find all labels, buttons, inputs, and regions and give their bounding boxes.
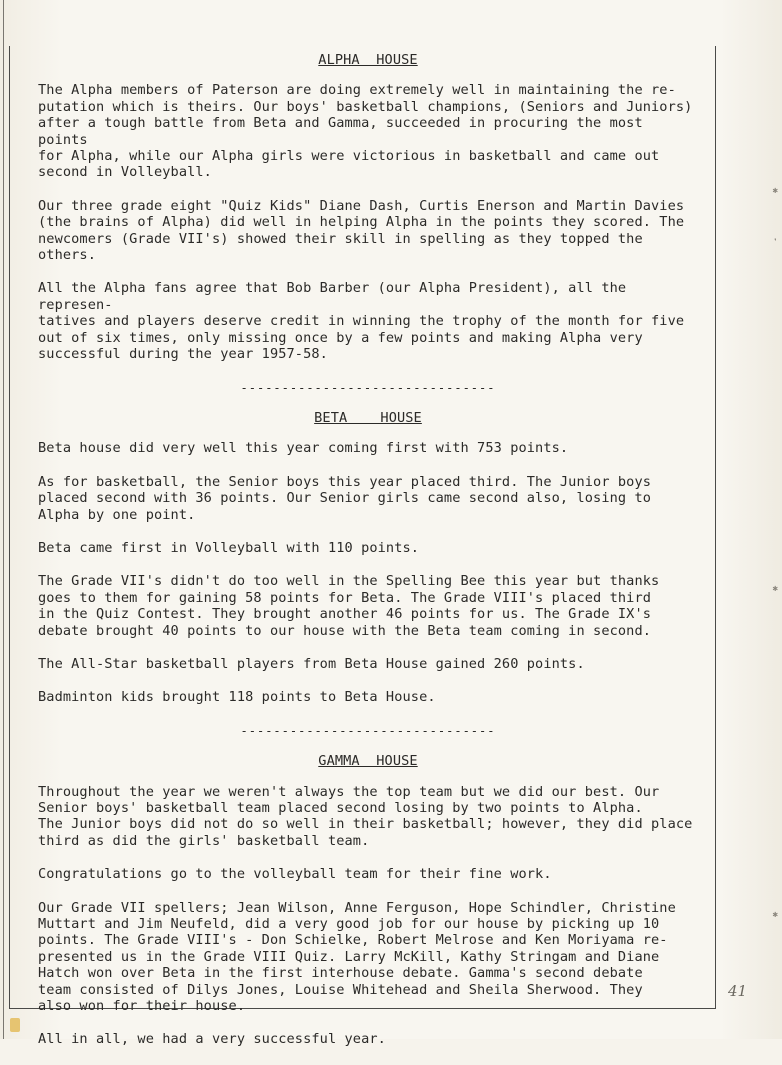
margin-speck: ✱ [772, 910, 778, 920]
section-separator: ------------------------------- [240, 723, 496, 738]
margin-speck: ✱ [772, 186, 778, 196]
beta-paragraph: Beta house did very well this year coming first with 753 points. [38, 440, 569, 457]
beta-paragraph: The All-Star basketball players from Beta House gained 260 points. [38, 655, 585, 672]
beta-paragraph: Beta came first in Volleyball with 110 points. [38, 539, 420, 556]
gamma-paragraph: Throughout the year we weren't always the top team but we did our best. Our Senior boys' basketball team placed second losing by two points to Alpha. The Junior boys did not do so well in their basketball; however, they did place third as did the girls' basketball team. [38, 783, 693, 849]
alpha-paragraph: Our three grade eight "Quiz Kids" Diane Dash, Curtis Enerson and Martin Davies (the brains of Alpha) did well in helping Alpha in the points they scored. The newcomers (Grade VII's) showed their skill in spelling as they topped the others. [38, 197, 685, 264]
beta-paragraph: As for basketball, the Senior boys this year placed third. The Junior boys placed second with 36 points. Our Senior girls came second also, losing to Alpha by one point. [38, 473, 652, 523]
section-separator: ------------------------------- [240, 380, 496, 395]
beta-paragraph: The Grade VII's didn't do too well in the Spelling Bee this year but thanks goes to them for gaining 58 points for Beta. The Grade VIII's placed third in the Quiz Contest. They brought another 46 points for us. The Grade IX's debate brought 40 points to our house with the Beta team coming in second. [38, 573, 660, 639]
alpha-house-heading: ALPHA HOUSE [318, 52, 418, 68]
gamma-house-heading: GAMMA HOUSE [318, 753, 418, 770]
document-body [38, 46, 698, 1065]
page-edge-line [3, 0, 4, 1039]
beta-paragraph: Badminton kids brought 118 points to Beta House. [38, 689, 436, 706]
page-number: 41 [728, 982, 748, 1000]
corner-tab [10, 1018, 20, 1032]
alpha-paragraph: The Alpha members of Paterson are doing extremely well in maintaining the re- putation which is theirs. Our boys' basketball champions, (Seniors and Juniors) after a tough battle from Beta and Gamma, succeeded in procuring the most points for Alpha, while our Alpha girls were victorious in basketball and came out second in Volleyball. [38, 82, 693, 181]
gamma-paragraph: Our Grade VII spellers; Jean Wilson, Anne Ferguson, Hope Schindler, Christine Muttart and Jim Neufeld, did a very good job for our house by picking up 10 points. The Grade VIII's - Don Schielke, Robert Melrose and Ken Moriyama re- presented us in the Grade VIII Quiz. Larry McKill, Kathy Stringam and Diane Hatch won over Beta in the first interhouse debate. Gamma's second debate team consisted of Dilys Jones, Louise Whitehead and Sheila Sherwood. They also won for their house. [38, 899, 676, 1015]
beta-house-heading: BETA HOUSE [314, 409, 422, 426]
margin-speck: ❜ [772, 238, 778, 248]
margin-speck: ✱ [772, 584, 778, 594]
gamma-paragraph: Congratulations go to the volleyball team for their fine work. [38, 866, 552, 883]
gamma-paragraph: All in all, we had a very successful year. [38, 1031, 386, 1048]
alpha-paragraph: All the Alpha fans agree that Bob Barber (our Alpha President), all the represen- tatives and players deserve credit in winning the trophy of the month for five out of six times, only missing once by a few points and making Alpha very successful during the year 1957-58. [38, 280, 685, 363]
